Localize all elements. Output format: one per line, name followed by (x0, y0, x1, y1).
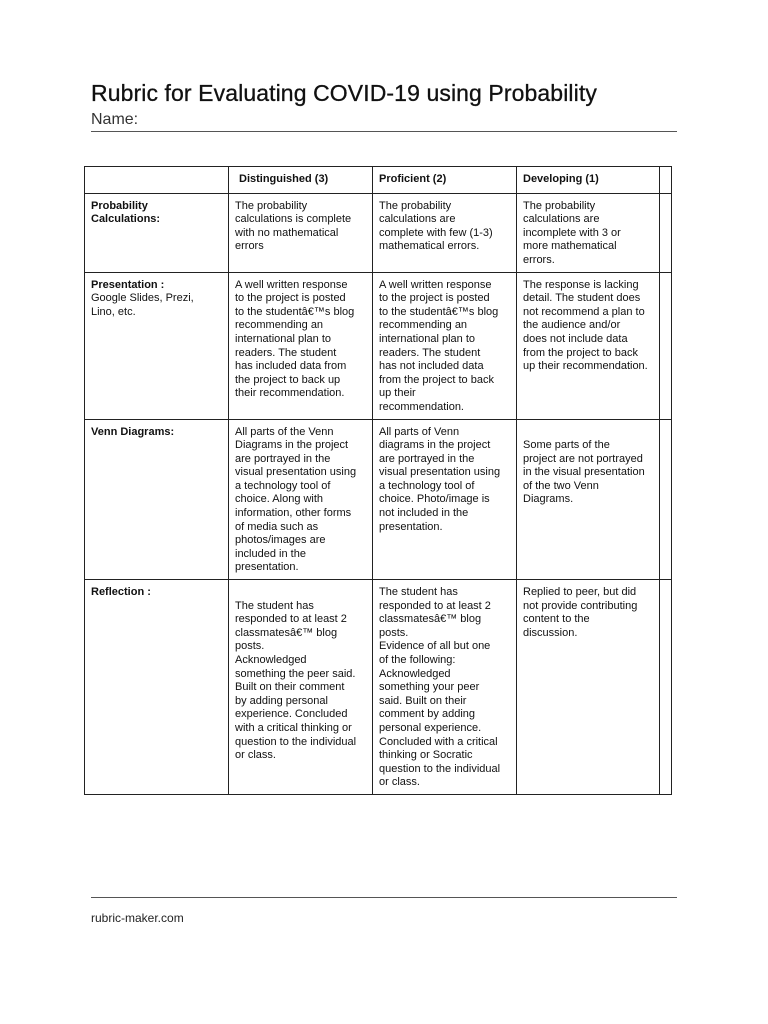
footer-site-text: rubric-maker.com (91, 911, 184, 925)
cell-extra (660, 419, 672, 580)
table-row (85, 272, 672, 419)
criterion-cell (85, 193, 229, 272)
criterion-cell (85, 419, 229, 580)
cell-developing (517, 419, 660, 580)
cell-proficient (373, 272, 517, 419)
criterion-name: Venn Diagrams: (91, 425, 175, 438)
cell-distinguished (229, 419, 373, 580)
cell-proficient (373, 419, 517, 580)
rubric-table (84, 166, 672, 795)
cell-text: All parts of the Venn Diagrams in the project are portrayed in the visual presentation using a technology tool of choice. Along with information, other forms of media such as photos/images are included in the presentation. (235, 425, 357, 574)
criterion-name: Probability Calculations: (91, 199, 161, 226)
cell-text: All parts of Venn diagrams in the project are portrayed in the visual presentation using a technology tool of choice. Photo/image is not included in the presentation. (379, 425, 501, 533)
cell-distinguished (229, 580, 373, 795)
header-extra (660, 167, 672, 194)
cell-developing (517, 580, 660, 795)
table-row (85, 193, 672, 272)
header-criteria (85, 167, 229, 194)
name-label: Name: (91, 111, 139, 128)
cell-extra (660, 193, 672, 272)
cell-text: The probability calculations is complete with no mathematical errors (235, 199, 352, 253)
table-row (85, 580, 672, 795)
cell-developing (517, 193, 660, 272)
criterion-name: Presentation : (91, 278, 165, 291)
cell-developing (517, 272, 660, 419)
header-developing: Developing (1) (517, 167, 660, 194)
header-proficient: Proficient (2) (373, 167, 517, 194)
cell-text: A well written response to the project is posted to the studentâ€™s blog recommending an international plan to readers. The student has included data from the project to back up their recommendation. (235, 278, 355, 400)
table-header-row (85, 167, 672, 194)
cell-text: The probability calculations are incomplete with 3 or more mathematical errors. (523, 199, 621, 266)
cell-proficient (373, 193, 517, 272)
cell-text: The student has responded to at least 2 classmatesâ€™ blog posts. Acknowledged something the peer said. Built on their comment by adding personal experience. Concluded with a critical thinking or question to the individual or class. (235, 599, 357, 762)
criterion-subtitle: Google Slides, Prezi, Lino, etc. (91, 292, 194, 318)
criterion-name: Reflection : (91, 586, 151, 599)
criterion-cell (85, 580, 229, 795)
table-row (85, 419, 672, 580)
header-distinguished: Distinguished (3) (229, 167, 373, 194)
cell-proficient (373, 580, 517, 795)
cell-extra (660, 580, 672, 795)
cell-text: The student has responded to at least 2 classmatesâ€™ blog posts. Evidence of all but one of the following: Acknowledged something your peer said. Built on their comment by adding personal experience. Concluded with a critical thinking or Socratic question to the individual or class. (379, 586, 501, 789)
criterion-cell (85, 272, 229, 419)
name-underline (91, 131, 677, 132)
cell-text: The response is lacking detail. The student does not recommend a plan to the audience and/or does not include data from the project to back up their recommendation. (523, 278, 648, 373)
cell-text: The probability calculations are complete with few (1-3) mathematical errors. (379, 199, 493, 253)
cell-distinguished (229, 272, 373, 419)
cell-extra (660, 272, 672, 419)
cell-text: A well written response to the project is posted to the studentâ€™s blog recommending an international plan to readers. The student has not included data from the project to back up their recommendation. (379, 278, 499, 413)
cell-distinguished (229, 193, 373, 272)
cell-text: Replied to peer, but did not provide contributing content to the discussion. (523, 586, 638, 639)
footer-divider (91, 897, 677, 898)
page-title: Rubric for Evaluating COVID-19 using Probability (91, 80, 597, 106)
cell-text: Some parts of the project are not portrayed in the visual presentation of the two Venn Diagrams. (523, 439, 645, 506)
